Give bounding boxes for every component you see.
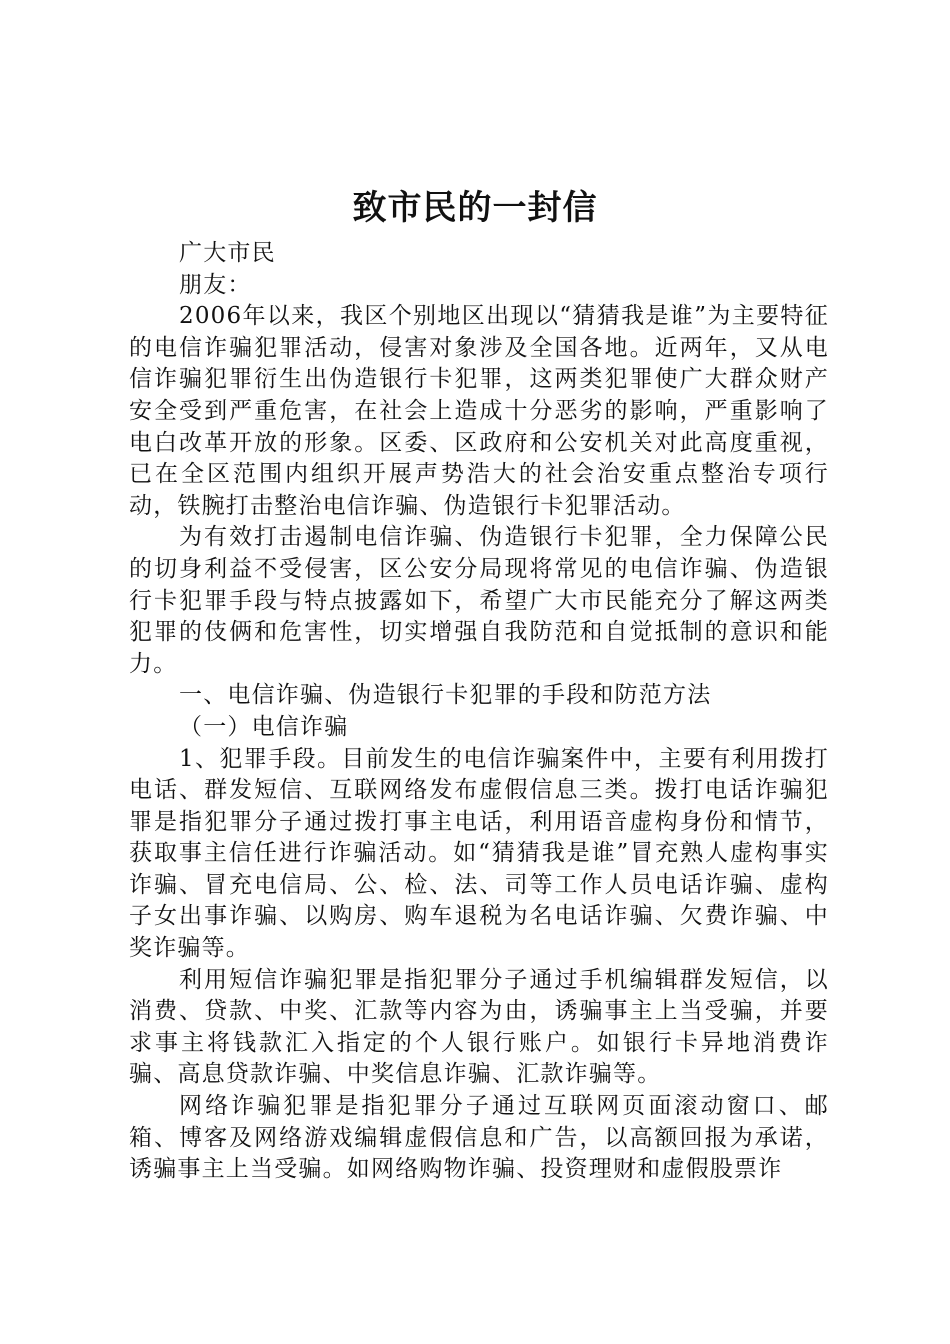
paragraph-sms-fraud: 利用短信诈骗犯罪是指犯罪分子通过手机编辑群发短信，以消费、贷款、中奖、汇款等内容为由，诱骗事主上当受骗，并要求事主将钱款汇入指定的个人银行账户。如银行卡异地消费诈骗、高息贷款诈骗、中奖信息诈骗、汇款诈骗等。 [129,966,829,1088]
paragraph-intro: 2006年以来，我区个别地区出现以“猜猜我是谁”为主要特征的电信诈骗犯罪活动，侵害对象涉及全国各地。近两年，又从电信诈骗犯罪衍生出伪造银行卡犯罪，这两类犯罪使广大群众财产安全受到严重危害，在社会上造成十分恶劣的影响，严重影响了电白改革开放的形象。区委、区政府和公安机关对此高度重视，已在全区范围内组织开展声势浩大的社会治安重点整治专项行动，铁腕打击整治电信诈骗、伪造银行卡犯罪活动。 [129,303,829,519]
paragraph-purpose: 为有效打击遏制电信诈骗、伪造银行卡犯罪，全力保障公民的切身利益不受侵害，区公安分局现将常见的电信诈骗、伪造银行卡犯罪手段与特点披露如下，希望广大市民能充分了解这两类犯罪的伎俩和危害性，切实增强自我防范和自觉抵制的意识和能力。 [129,524,829,677]
salutation-line-1: 广大市民 [179,240,276,266]
paragraph-internet-fraud: 网络诈骗犯罪是指犯罪分子通过互联网页面滚动窗口、邮箱、博客及网络游戏编辑虚假信息和广告，以高额回报为承诺，诱骗事主上当受骗。如网络购物诈骗、投资理财和虚假股票诈 [129,1093,829,1183]
salutation-line-2: 朋友： [179,271,252,298]
paragraph-phone-fraud: 1、犯罪手段。目前发生的电信诈骗案件中，主要有利用拨打电话、群发短信、互联网络发布虚假信息三类。拨打电话诈骗犯罪是指犯罪分子通过拨打事主电话，利用语音虚构身份和情节，获取事主信任进行诈骗活动。如“猜猜我是谁”冒充熟人虚构事实诈骗、冒充电信局、公、检、法、司等工作人员电话诈骗、虚构子女出事诈骗、以购房、购车退税为名电话诈骗、欠费诈骗、中奖诈骗等。 [129,745,829,962]
document-body [129,238,829,1186]
subsection-heading-1: （一）电信诈骗 [179,713,349,740]
document-title: 致市民的一封信 [352,188,598,228]
section-heading-1: 一、电信诈骗、伪造银行卡犯罪的手段和防范方法 [179,682,712,709]
